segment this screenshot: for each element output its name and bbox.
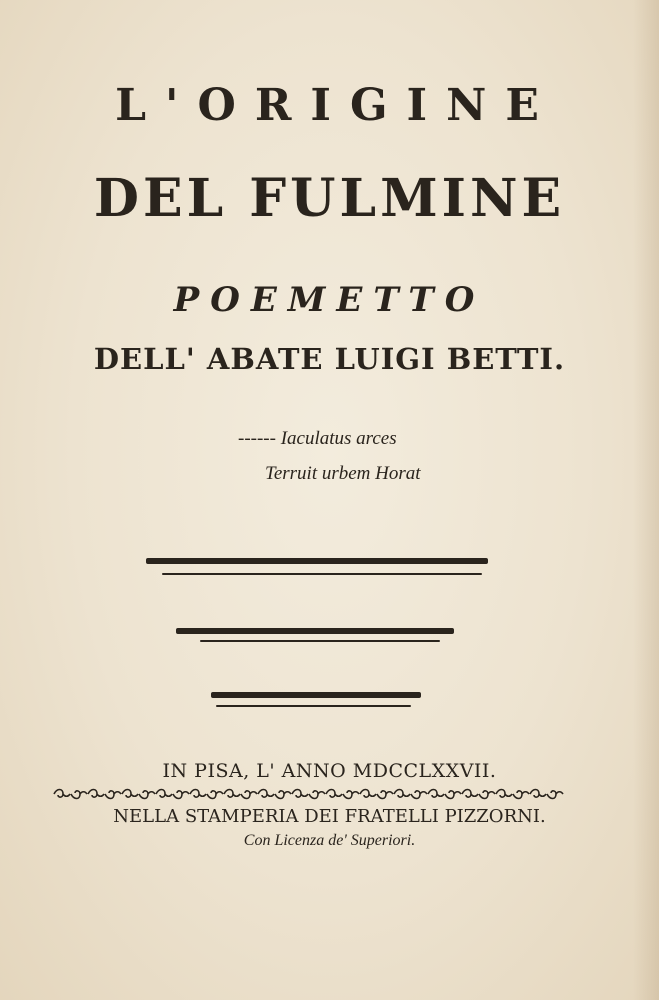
- subtitle: POEMETTO: [173, 280, 486, 320]
- licence-line: Con Licenza de' Superiori.: [243, 832, 416, 849]
- printer-line: NELLA STAMPERIA DEI FRATELLI PIZZORNI.: [113, 806, 546, 827]
- title-line-1: L'ORIGINE: [115, 80, 558, 131]
- epigraph-line-2: Terruit urbem Horat: [265, 463, 421, 484]
- page-edge-shadow: [633, 0, 659, 1000]
- ornament-border: [50, 786, 570, 802]
- epigraph-line-1: ------ Iaculatus arces: [238, 428, 397, 449]
- title-line-2: DEL FULMINE: [93, 168, 566, 229]
- imprint-place-year: IN PISA, L' ANNO MDCCLXXVII.: [162, 760, 497, 782]
- author-line: DELL' ABATE LUIGI BETTI.: [93, 342, 566, 376]
